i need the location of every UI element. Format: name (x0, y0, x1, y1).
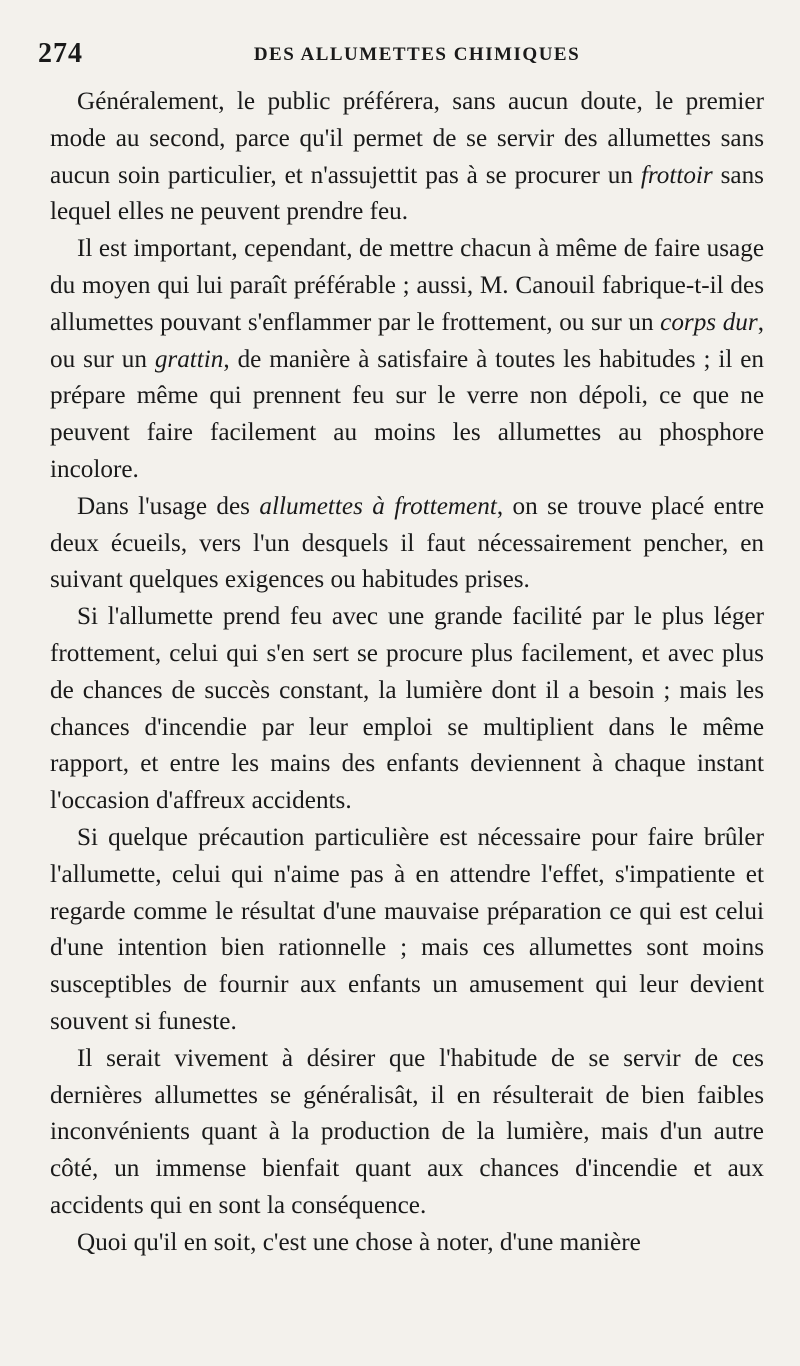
page-number: 274 (38, 38, 83, 69)
text-run: Si quelque précaution particulière est nécessaire pour faire brûler l'allumette, celui qui n'aime pas à en attendre l'effet, s'impatiente et regarde comme le résultat d'une mauvaise préparation ce qui est celui d'une intention bien rationnelle ; mais ces allumettes sont moins susceptibles de fournir aux enfants un amusement qui leur devient souvent si funeste. (50, 823, 764, 1035)
paragraph (50, 1041, 764, 1225)
italic-term: allumettes à frottement (259, 492, 497, 520)
body-text (50, 84, 764, 1262)
text-run: Si l'allumette prend feu avec une grande facilité par le plus léger frottement, celui qui s'en sert se procure plus facilement, et avec plus de chances de succès constant, la lumière dont il a besoin ; mais les chances d'incendie par leur emploi se multiplient dans le même rapport, et entre les mains des enfants deviennent à chaque instant l'occasion d'affreux accidents. (50, 603, 764, 815)
italic-term: corps dur (660, 308, 758, 336)
running-head (38, 38, 764, 78)
italic-term: frottoir (640, 161, 713, 189)
italic-term: grattin (154, 345, 224, 373)
text-run: , ou sur un (50, 308, 764, 373)
text-run: Il serait vivement à désirer que l'habitude de se servir de ces dernières allumettes se généralisât, il en résulterait de bien faibles inconvénients quant à la production de la lumière, mais d'un autre côté, un immense bienfait quant aux chances d'incendie et aux accidents qui en sont la conséquence. (50, 1044, 764, 1219)
text-run: Généralement, le public préférera, sans aucun doute, le premier mode au second, parce qu'il permet de se servir des allumettes sans aucun soin particulier, et n'assujettit pas à se procurer un (50, 88, 764, 189)
running-title: DES ALLUMETTES CHIMIQUES (253, 44, 581, 65)
paragraph (50, 489, 764, 599)
text-run: Dans l'usage des (77, 492, 260, 520)
paragraph (50, 820, 764, 1041)
paragraph (50, 1225, 764, 1262)
text-run: , on se trouve placé entre deux écueils, vers l'un desquels il faut nécessairement pencher, en suivant quelques exigences ou habitudes prises. (50, 492, 765, 594)
paragraph (50, 599, 764, 820)
text-run: Quoi qu'il en soit, c'est une chose à noter, d'une manière (77, 1228, 641, 1256)
text-run: Il est important, cependant, de mettre chacun à même de faire usage du moyen qui lui paraît préférable ; aussi, M. Canouil fabrique-t-il des allumettes pouvant s'enflammer par le frottement, ou sur un (50, 235, 764, 336)
text-run: sans lequel elles ne peuvent prendre feu. (50, 161, 764, 226)
paragraph (50, 84, 764, 231)
paragraph (50, 231, 764, 489)
text-run: , de manière à satisfaire à toutes les habitudes ; il en prépare même qui prennent feu sur le verre non dépoli, ce que ne peuvent faire facilement au moins les allumettes au phosphore incolore. (50, 345, 764, 483)
